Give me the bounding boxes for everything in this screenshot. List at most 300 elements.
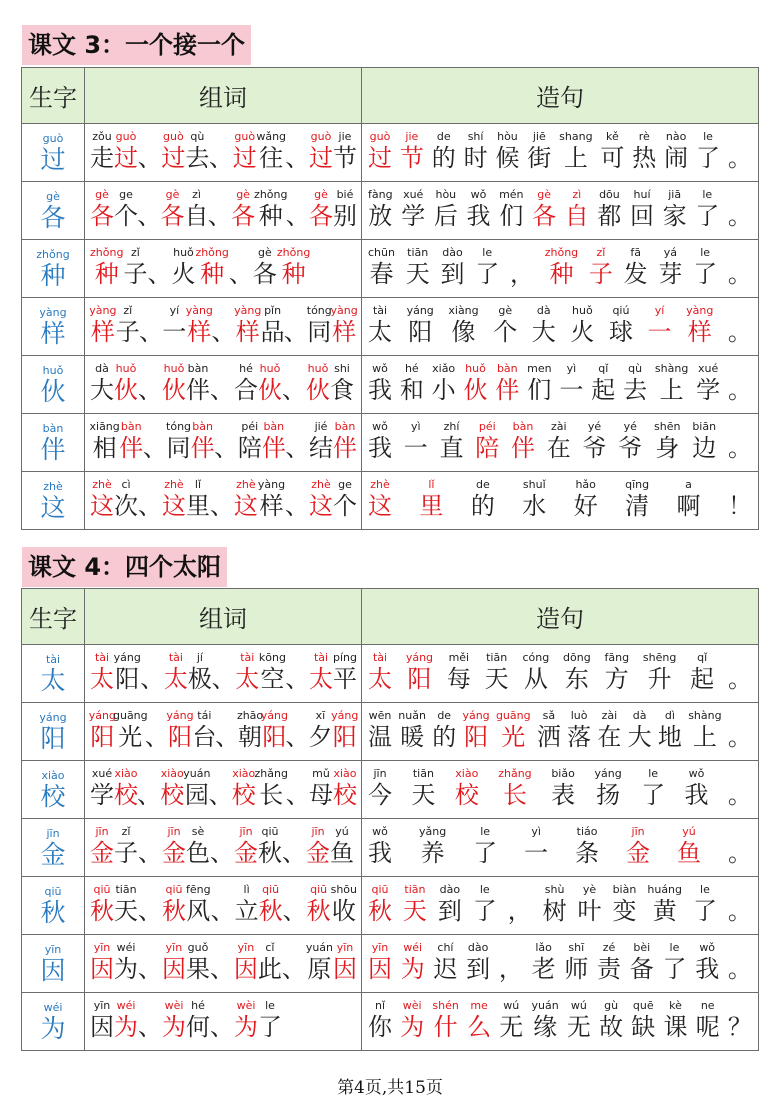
pinyin-glyph (186, 883, 211, 926)
pinyin-text: yàng (686, 304, 714, 317)
pinyin-glyph (728, 999, 752, 1042)
char-pinyin: zhè (43, 480, 63, 493)
hanzi-text: 光 (501, 723, 526, 751)
table-row (22, 414, 759, 472)
sentence-cell (362, 761, 759, 819)
pinyin-text: shàng (688, 709, 722, 722)
pinyin-text: jīn (167, 825, 181, 838)
hanzi-text: 伙 (114, 376, 138, 404)
lesson3-title: 课文 3：一个接一个 (22, 25, 251, 65)
pinyin-text: le (669, 941, 680, 954)
hanzi-text: 故 (599, 1013, 624, 1041)
pinyin-glyph (368, 420, 392, 463)
hanzi-text: 校 (332, 781, 357, 809)
hanzi-text: 天 (484, 665, 509, 693)
pinyin-glyph (162, 941, 186, 984)
hanzi-text: 了 (662, 955, 687, 983)
pinyin-glyph (114, 883, 138, 926)
pinyin-text: xī (315, 709, 326, 722)
hanzi-text: 到 (437, 897, 462, 925)
pinyin-glyph (235, 651, 259, 694)
hanzi-text: 空 (260, 665, 285, 693)
pinyin-glyph (286, 188, 309, 231)
pinyin-text: guò (310, 130, 332, 143)
hanzi-text: 街 (527, 144, 552, 172)
pinyin-text: yáng (594, 767, 622, 780)
header-char: 生字 (22, 589, 85, 645)
pinyin-glyph (419, 478, 443, 521)
table-row (22, 877, 759, 935)
pinyin-glyph (114, 999, 138, 1042)
pinyin-text: zhè (92, 478, 112, 491)
hanzi-text: 、 (137, 202, 162, 230)
pinyin-glyph (463, 362, 487, 405)
pinyin-glyph (235, 304, 261, 347)
hanzi-text: 、 (211, 665, 236, 693)
pinyin-glyph (138, 188, 161, 231)
hanzi-text: 各 (90, 202, 114, 230)
hanzi-text: 去 (623, 376, 648, 404)
pinyin-text: wǒ (688, 767, 705, 780)
hanzi-text: 、 (285, 434, 310, 462)
pinyin-text: xiào (333, 767, 357, 780)
pinyin-text: de (475, 478, 490, 491)
pinyin-glyph (162, 883, 186, 926)
hanzi-text: 太 (368, 318, 392, 346)
pinyin-glyph (570, 304, 594, 347)
pinyin-glyph (229, 246, 253, 289)
hanzi-text: 合 (234, 376, 258, 404)
hanzi-text: 大 (90, 376, 114, 404)
pinyin-text: hòu (497, 130, 518, 143)
hanzi-text: 这 (161, 492, 186, 520)
hanzi-text: 了 (692, 897, 717, 925)
hanzi-text: 发 (623, 260, 648, 288)
hanzi-text: 我 (684, 781, 709, 809)
pinyin-glyph (524, 825, 548, 868)
hanzi-text: 过 (161, 144, 186, 172)
pinyin-glyph (559, 362, 583, 405)
pinyin-text: hé (191, 999, 205, 1012)
pinyin-glyph (212, 304, 235, 347)
pinyin-glyph (597, 188, 621, 231)
pinyin-glyph (537, 709, 561, 752)
words-cell (85, 182, 362, 240)
pinyin-text: péi (478, 420, 496, 433)
pinyin-glyph (475, 246, 499, 289)
pinyin-text: yàng (257, 478, 286, 491)
pinyin-text: nǐ (374, 999, 386, 1012)
hanzi-text: 色 (186, 839, 210, 867)
pinyin-text: gè (314, 188, 328, 201)
pinyin-glyph (235, 883, 259, 926)
pinyin-text: qiū (261, 825, 279, 838)
pinyin-glyph (210, 999, 234, 1042)
hanzi-text: 阳 (262, 723, 287, 751)
pinyin-glyph (728, 478, 752, 521)
pinyin-glyph (605, 651, 630, 694)
hanzi-text: 起 (591, 376, 616, 404)
hanzi-text: 。 (728, 839, 752, 867)
pinyin-text: zhǒng (195, 246, 229, 259)
pinyin-glyph (695, 941, 719, 984)
header-sentence: 造句 (362, 589, 759, 645)
pinyin-glyph (368, 246, 395, 289)
hanzi-text: 秋 (258, 897, 283, 925)
pinyin-text: xiàng (448, 304, 479, 317)
hanzi-text: 伙 (463, 376, 488, 404)
hanzi-text: 升 (647, 665, 672, 693)
hanzi-text: 地 (657, 723, 682, 751)
pinyin-glyph (531, 999, 558, 1042)
pinyin-text: gè (165, 188, 180, 201)
hanzi-text: 自 (184, 202, 209, 230)
hanzi-text: 伙 (306, 376, 330, 404)
pinyin-glyph (330, 362, 354, 405)
char-hanzi: 金 (40, 840, 66, 869)
hanzi-text: 校 (160, 781, 185, 809)
hanzi-text: 自 (564, 202, 589, 230)
pinyin-glyph (185, 188, 209, 231)
hanzi-text: 了 (258, 1013, 282, 1041)
char-hanzi: 伴 (40, 435, 66, 464)
pinyin-glyph (112, 709, 148, 752)
pinyin-text: qiū (310, 883, 328, 896)
pinyin-glyph (138, 130, 161, 173)
pinyin-text: yīn (336, 941, 354, 954)
pinyin-text: yīn (165, 941, 183, 954)
hanzi-text: 无 (499, 1013, 524, 1041)
char-cell (22, 645, 85, 703)
pinyin-text: yuán (305, 941, 334, 954)
pinyin-text: mǔ (312, 767, 330, 780)
pinyin-text: shí (467, 130, 484, 143)
hanzi-text: 后 (433, 202, 458, 230)
hanzi-text: 这 (233, 492, 258, 520)
hanzi-text: 同 (307, 318, 332, 346)
pinyin-text: guò (369, 130, 391, 143)
pinyin-glyph (407, 304, 434, 347)
pinyin-glyph (262, 420, 286, 463)
pinyin-text: tiān (486, 651, 508, 664)
pinyin-glyph (693, 883, 717, 926)
hanzi-text: 金 (90, 839, 114, 867)
pinyin-glyph (210, 362, 234, 405)
pinyin-glyph (432, 999, 458, 1042)
pinyin-text: cóng (522, 651, 550, 664)
pinyin-text: wǒ (470, 188, 487, 201)
hanzi-text: 我 (466, 202, 491, 230)
pinyin-glyph (306, 362, 330, 405)
pinyin-glyph (119, 420, 143, 463)
hanzi-text: 个 (333, 492, 358, 520)
pinyin-text: yáng (260, 709, 288, 722)
sentence-cell (362, 240, 759, 298)
pinyin-glyph (368, 478, 392, 521)
pinyin-glyph (261, 304, 285, 347)
hanzi-text: 、 (282, 897, 307, 925)
pinyin-text: dào (439, 883, 461, 896)
pinyin-glyph (147, 246, 171, 289)
pinyin-glyph (277, 246, 310, 289)
pinyin-text: shàng (654, 362, 689, 375)
pinyin-glyph (406, 246, 430, 289)
pinyin-text: hé (239, 362, 253, 375)
pinyin-text: le (480, 825, 491, 838)
pinyin-glyph (466, 188, 490, 231)
hanzi-text: 因 (90, 955, 114, 983)
pinyin-text: shēn (654, 420, 681, 433)
pinyin-glyph (589, 246, 613, 289)
pinyin-glyph (597, 941, 621, 984)
pinyin-glyph (696, 999, 720, 1042)
char-pinyin: wéi (43, 1001, 63, 1014)
hanzi-text: 伴 (190, 434, 215, 462)
pinyin-text: yáng (462, 709, 490, 722)
hanzi-text: 、 (282, 839, 306, 867)
pinyin-glyph (578, 883, 602, 926)
sentence-cell (362, 298, 759, 356)
hanzi-text: 校 (231, 781, 256, 809)
hanzi-text: 责 (597, 955, 622, 983)
words-cell (85, 703, 362, 761)
pinyin-glyph (306, 941, 333, 984)
pinyin-glyph (527, 362, 551, 405)
hanzi-text: 、 (137, 492, 162, 520)
pinyin-glyph (401, 941, 425, 984)
hanzi-text: 呢 (695, 1013, 720, 1041)
pinyin-glyph (690, 651, 714, 694)
sentence-cell (362, 819, 759, 877)
words-cell (85, 124, 362, 182)
hanzi-text: 长 (259, 781, 284, 809)
table-row (22, 993, 759, 1051)
hanzi-text: 每 (446, 665, 471, 693)
hanzi-text: 样 (687, 318, 712, 346)
pinyin-text: huǒ (307, 362, 329, 375)
pinyin-glyph (138, 883, 162, 926)
char-pinyin: tài (45, 653, 61, 666)
pinyin-text: fāng (604, 651, 630, 664)
char-hanzi: 过 (40, 145, 66, 174)
hanzi-text: 么 (467, 1013, 492, 1041)
pinyin-glyph (696, 362, 720, 405)
pinyin-text: guò (163, 130, 184, 143)
table-header (22, 68, 759, 124)
hanzi-text: 、 (144, 723, 169, 751)
hanzi-text: 了 (641, 781, 666, 809)
pinyin-text: dào (467, 941, 489, 954)
pinyin-text: bàn (192, 420, 213, 433)
pinyin-glyph (282, 941, 306, 984)
pinyin-text: a (685, 478, 692, 491)
pinyin-glyph (532, 941, 556, 984)
pinyin-text: gè (537, 188, 552, 201)
pinyin-glyph (433, 941, 457, 984)
pinyin-glyph (306, 825, 330, 868)
pinyin-glyph (333, 767, 357, 810)
pinyin-text: dào (442, 246, 463, 259)
table-row (22, 703, 759, 761)
pinyin-glyph (188, 651, 212, 694)
hanzi-text: 。 (727, 665, 752, 693)
pinyin-glyph (333, 478, 357, 521)
hanzi-text: 阳 (168, 723, 193, 751)
pinyin-glyph (728, 246, 752, 289)
hanzi-text: 热 (632, 144, 657, 172)
pinyin-text: xiǎo (432, 362, 456, 375)
hanzi-text: 样 (259, 492, 284, 520)
hanzi-text: 身 (655, 434, 680, 462)
hanzi-text: 此 (257, 955, 282, 983)
hanzi-text: 、 (138, 1013, 162, 1041)
pinyin-glyph (630, 188, 654, 231)
pinyin-glyph (440, 420, 464, 463)
pinyin-glyph (695, 188, 719, 231)
hanzi-text: 火 (171, 260, 196, 288)
hanzi-text: 球 (608, 318, 633, 346)
pinyin-glyph (90, 130, 114, 173)
pinyin-glyph (332, 709, 357, 752)
hanzi-text: 风 (186, 897, 211, 925)
hanzi-text: 、 (210, 1013, 234, 1041)
char-pinyin: gè (46, 190, 60, 203)
pinyin-text: wǒ (372, 420, 388, 433)
pinyin-glyph (575, 825, 599, 868)
pinyin-glyph (90, 420, 119, 463)
pinyin-text: guò (234, 130, 256, 143)
hanzi-text: 从 (523, 665, 548, 693)
pinyin-glyph (403, 883, 427, 926)
hanzi-text: 平 (333, 665, 357, 693)
hanzi-text: 各 (160, 202, 185, 230)
hanzi-text: 课 (663, 1013, 688, 1041)
pinyin-glyph (168, 709, 193, 752)
char-hanzi: 各 (40, 203, 66, 232)
char-hanzi: 阳 (40, 724, 66, 753)
pinyin-glyph (368, 709, 392, 752)
pinyin-text: qù (190, 130, 205, 143)
pinyin-text: zhí (443, 420, 460, 433)
pinyin-glyph (510, 246, 534, 289)
pinyin-glyph (209, 767, 231, 810)
hanzi-text: 母 (308, 781, 333, 809)
char-hanzi: 伙 (40, 377, 66, 406)
pinyin-glyph (287, 767, 309, 810)
hanzi-text: 光 (118, 723, 143, 751)
hanzi-text: 太 (163, 665, 188, 693)
pinyin-glyph (688, 709, 721, 752)
pinyin-text: wǒ (699, 941, 716, 954)
pinyin-glyph (728, 651, 752, 694)
hanzi-text: 、 (209, 492, 234, 520)
pinyin-text: cǐ (265, 941, 275, 954)
pinyin-glyph (282, 362, 306, 405)
pinyin-text: ge (119, 188, 133, 201)
char-cell (22, 761, 85, 819)
table-row (22, 356, 759, 414)
pinyin-text: huí (633, 188, 651, 201)
pinyin-glyph (210, 941, 234, 984)
pinyin-glyph (309, 651, 333, 694)
hanzi-text: 啊 (676, 492, 701, 520)
pinyin-glyph (368, 767, 392, 810)
pinyin-glyph (211, 883, 235, 926)
hanzi-text: 春 (369, 260, 394, 288)
hanzi-text: 、 (210, 376, 234, 404)
pinyin-text: zhè (370, 478, 390, 491)
hanzi-text: 今 (368, 781, 392, 809)
pinyin-glyph (567, 709, 591, 752)
pinyin-glyph (192, 709, 216, 752)
words-cell (85, 356, 362, 414)
char-pinyin: qiū (44, 885, 62, 898)
hanzi-text: 为 (162, 1013, 186, 1041)
pinyin-text: zé (602, 941, 616, 954)
pinyin-text: dà (632, 709, 647, 722)
pinyin-text: xué (698, 362, 719, 375)
words-cell (85, 993, 362, 1051)
hanzi-text: ， (509, 260, 534, 288)
pinyin-text: cì (121, 478, 131, 491)
pinyin-glyph (210, 825, 234, 868)
hanzi-text: 收 (331, 897, 356, 925)
pinyin-glyph (140, 304, 163, 347)
hanzi-text: 。 (727, 202, 752, 230)
pinyin-glyph (551, 767, 575, 810)
words-cell (85, 819, 362, 877)
pinyin-glyph (664, 130, 688, 173)
pinyin-glyph (287, 709, 309, 752)
sentence-cell (362, 703, 759, 761)
pinyin-text: zhāo (236, 709, 264, 722)
pinyin-text: fēng (186, 883, 211, 896)
pinyin-text: wéi (116, 999, 136, 1012)
hanzi-text: 、 (209, 144, 234, 172)
pinyin-glyph (368, 130, 392, 173)
pinyin-glyph (663, 999, 687, 1042)
pinyin-glyph (728, 941, 752, 984)
char-pinyin: xiào (41, 769, 65, 782)
pinyin-text: tài (313, 651, 329, 664)
pinyin-text: yīn (371, 941, 389, 954)
hanzi-text: 鱼 (330, 839, 354, 867)
hanzi-text: 了 (693, 260, 718, 288)
pinyin-text: shén (432, 999, 459, 1012)
hanzi-text: 了 (696, 144, 720, 172)
pinyin-glyph (309, 188, 333, 231)
hanzi-text: 因 (90, 1013, 114, 1041)
pinyin-glyph (231, 188, 255, 231)
hanzi-text: 种 (549, 260, 574, 288)
hanzi-text: 天 (411, 781, 436, 809)
pinyin-text: zì (572, 188, 582, 201)
hanzi-text: 同 (166, 434, 191, 462)
table-row (22, 182, 759, 240)
pinyin-glyph (594, 767, 621, 810)
pinyin-text: lǎo (535, 941, 552, 954)
pinyin-glyph (171, 246, 195, 289)
pinyin-glyph (547, 420, 571, 463)
hanzi-text: 。 (727, 955, 752, 983)
pinyin-text: wǒ (372, 825, 388, 838)
hanzi-text: 可 (600, 144, 625, 172)
hanzi-text: 、 (138, 376, 162, 404)
pinyin-text: bié (336, 188, 354, 201)
hanzi-text: 秋 (368, 897, 392, 925)
pinyin-text: tái (197, 709, 212, 722)
pinyin-text: huǒ (572, 304, 593, 317)
